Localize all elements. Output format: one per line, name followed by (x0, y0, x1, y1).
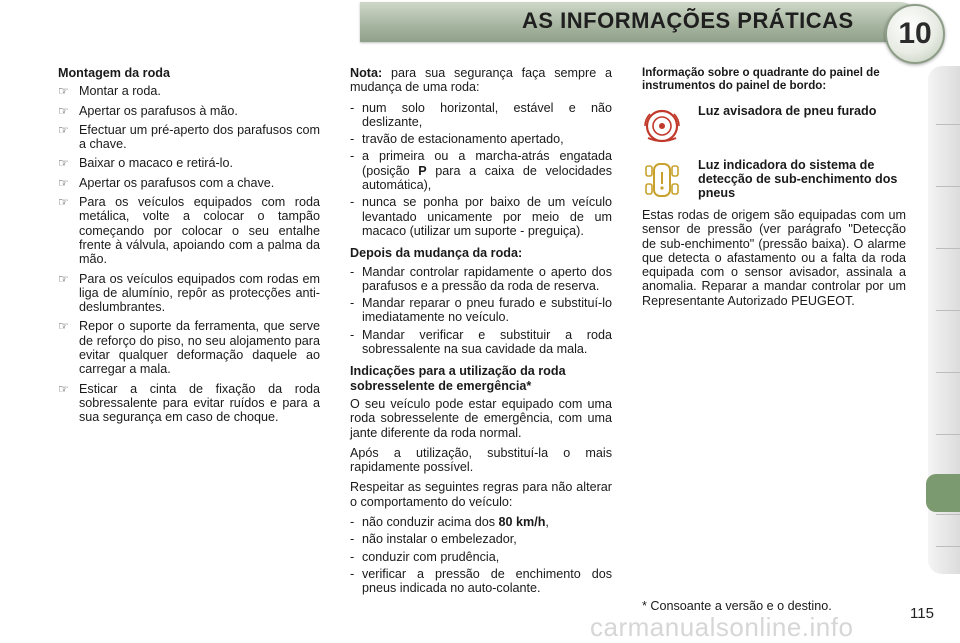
dash-mark: - (350, 132, 355, 147)
list-item-text: para a caixa de velocidades automática), (362, 163, 612, 193)
list-item-text: nunca se ponha por baixo de um veículo levantado unicamente por meio de um macaco (utilizar um suporte - preguiça). (362, 195, 612, 238)
list-item-text: Esticar a cinta de fixação da roda sobressalente para evitar ruídos e para a sua segurança em caso de choque. (79, 381, 320, 425)
column-wheel-fitting (58, 66, 320, 430)
list-item (58, 84, 320, 98)
flat-tyre-warning-icon (642, 104, 682, 148)
tab-divider (936, 546, 960, 547)
active-chapter-tab (926, 474, 960, 512)
list-item (350, 132, 612, 146)
gear-position-p: P (418, 163, 427, 178)
pointing-hand-icon: ☞ (58, 103, 69, 118)
dash-mark: - (350, 327, 355, 342)
after-change-list (350, 265, 612, 357)
pointing-hand-icon: ☞ (58, 381, 69, 396)
list-item-text: Mandar reparar o pneu furado e substituí-lo imediatamente no veículo. (362, 296, 612, 325)
dash-mark: - (350, 515, 355, 530)
dash-mark: - (350, 296, 355, 311)
page-title: AS INFORMAÇÕES PRÁTICAS (522, 8, 854, 33)
list-item-text: travão de estacionamento apertado, (362, 132, 564, 147)
pointing-hand-icon: ☞ (58, 271, 69, 286)
column-dashboard-info (642, 66, 906, 314)
dash-mark: - (350, 149, 355, 164)
list-item (58, 123, 320, 152)
list-item (350, 101, 612, 130)
page-number: 115 (910, 605, 934, 622)
list-item (58, 104, 320, 118)
pointing-hand-icon: ☞ (58, 84, 69, 99)
tab-divider (936, 124, 960, 125)
dash-mark: - (350, 100, 355, 115)
list-item (350, 296, 612, 325)
nota-label: Nota: (350, 66, 383, 80)
list-item-text: Para os veículos equipados com roda metálica, volte a colocar o tampão começando por colocar o seu entalhe frente à válvula, apoiando com a palma da mão. (79, 195, 320, 267)
list-item-text: , (545, 515, 549, 530)
dash-mark: - (350, 566, 355, 581)
footnote: * Consoante a versão e o destino. (642, 599, 832, 613)
list-item-text: Mandar controlar rapidamente o aperto dos parafusos e a pressão da roda de reserva. (362, 264, 612, 293)
section-heading: Depois da mudança da roda: (350, 246, 523, 261)
section-heading: Montagem da roda (58, 66, 170, 80)
watermark: carmanualsonline.info (590, 612, 854, 642)
paragraph: O seu veículo pode estar equipado com uma roda sobresselente de emergência, com uma jante diferente da roda normal. (350, 396, 612, 440)
dash-mark: - (350, 264, 355, 279)
list-item (350, 567, 612, 596)
dash-mark: - (350, 549, 355, 564)
icon-label: Luz indicadora do sistema de detecção de sub-enchimento dos pneus (698, 158, 898, 200)
tyre-underinflation-icon (642, 158, 682, 202)
dash-mark: - (350, 532, 355, 547)
paragraph: Após a utilização, substituí-la o mais rapidamente possível. (350, 445, 612, 475)
tab-divider (936, 372, 960, 373)
list-item (350, 265, 612, 294)
list-item (58, 156, 320, 170)
list-item (350, 149, 612, 192)
pointing-hand-icon: ☞ (58, 175, 69, 190)
list-item (58, 382, 320, 425)
list-item-text: Montar a roda. (79, 84, 161, 99)
flat-tyre-indicator (642, 104, 906, 156)
pointing-hand-icon: ☞ (58, 195, 69, 210)
list-item (350, 195, 612, 238)
tab-divider (936, 434, 960, 435)
list-item-text: Apertar os parafusos com a chave. (79, 175, 275, 190)
section-heading: Indicações para a utilização da roda sobresselente de emergência* (350, 364, 566, 393)
nota-text: para sua segurança faça sempre a mudança de uma roda: (350, 66, 612, 95)
list-item-text: Baixar o macaco e retirá-lo. (79, 156, 233, 171)
list-item (58, 195, 320, 266)
list-item (350, 532, 612, 546)
list-item-text: conduzir com prudência, (362, 549, 500, 564)
list-item-text: verificar a pressão de enchimento dos pneus indicada no auto-colante. (362, 566, 612, 596)
list-item-text: Mandar verificar e substituir a roda sobressalente na sua cavidade da mala. (362, 327, 612, 357)
speed-limit: 80 km/h (498, 515, 546, 530)
fitting-steps-list (58, 84, 320, 424)
list-item (58, 272, 320, 315)
tab-divider (936, 186, 960, 187)
page-header (0, 0, 960, 48)
pointing-hand-icon: ☞ (58, 319, 69, 334)
column-notes (350, 66, 612, 602)
pointing-hand-icon: ☞ (58, 122, 69, 137)
chapter-badge (885, 4, 945, 64)
chapter-number: 10 (898, 17, 932, 50)
list-item (350, 515, 612, 529)
section-heading: Informação sobre o quadrante do painel de instrumentos do painel de bordo: (642, 66, 880, 92)
nota-paragraph (350, 66, 612, 95)
list-item (58, 176, 320, 190)
list-item-text: a primeira ou a marcha-atrás engatada (posição (362, 149, 612, 178)
tab-divider (936, 514, 960, 515)
list-item (58, 319, 320, 376)
icon-label: Luz avisadora de pneu furado (698, 104, 877, 118)
list-item-text: num solo horizontal, estável e não deslizante, (362, 100, 612, 129)
list-item-text: Efectuar um pré-aperto dos parafusos com a chave. (79, 122, 320, 152)
paragraph: Respeitar as seguintes regras para não alterar o comportamento do veículo: (350, 480, 612, 509)
list-item-text: Apertar os parafusos à mão. (79, 103, 238, 118)
rules-list (350, 515, 612, 595)
dash-mark: - (350, 195, 355, 210)
paragraph: Estas rodas de origem são equipadas com um sensor de pressão (ver parágrafo "Detecção de sub-enchimento" (pressão baixa). O alarme que detecta o afastamento ou a falta da roda equipada com o sensor avisador, assinala a anomalia. Reparar a mandar controlar por um Representante Autorizado PEUGEOT. (642, 208, 906, 308)
tab-divider (936, 310, 960, 311)
list-item (350, 550, 612, 564)
list-item (350, 328, 612, 357)
list-item-text: não conduzir acima dos (362, 515, 499, 530)
list-item-text: não instalar o embelezador, (362, 532, 517, 547)
list-item-text: Para os veículos equipados com rodas em liga de alumínio, repôr as protecções anti-deslumbrantes. (79, 271, 320, 315)
tab-divider (936, 248, 960, 249)
nota-list (350, 101, 612, 239)
underinflation-indicator (642, 158, 906, 204)
pointing-hand-icon: ☞ (58, 156, 69, 171)
list-item-text: Repor o suporte da ferramenta, que serve de reforço do piso, no seu alojamento para evitar qualquer deformação daquele ao carregar a mala. (79, 319, 320, 377)
